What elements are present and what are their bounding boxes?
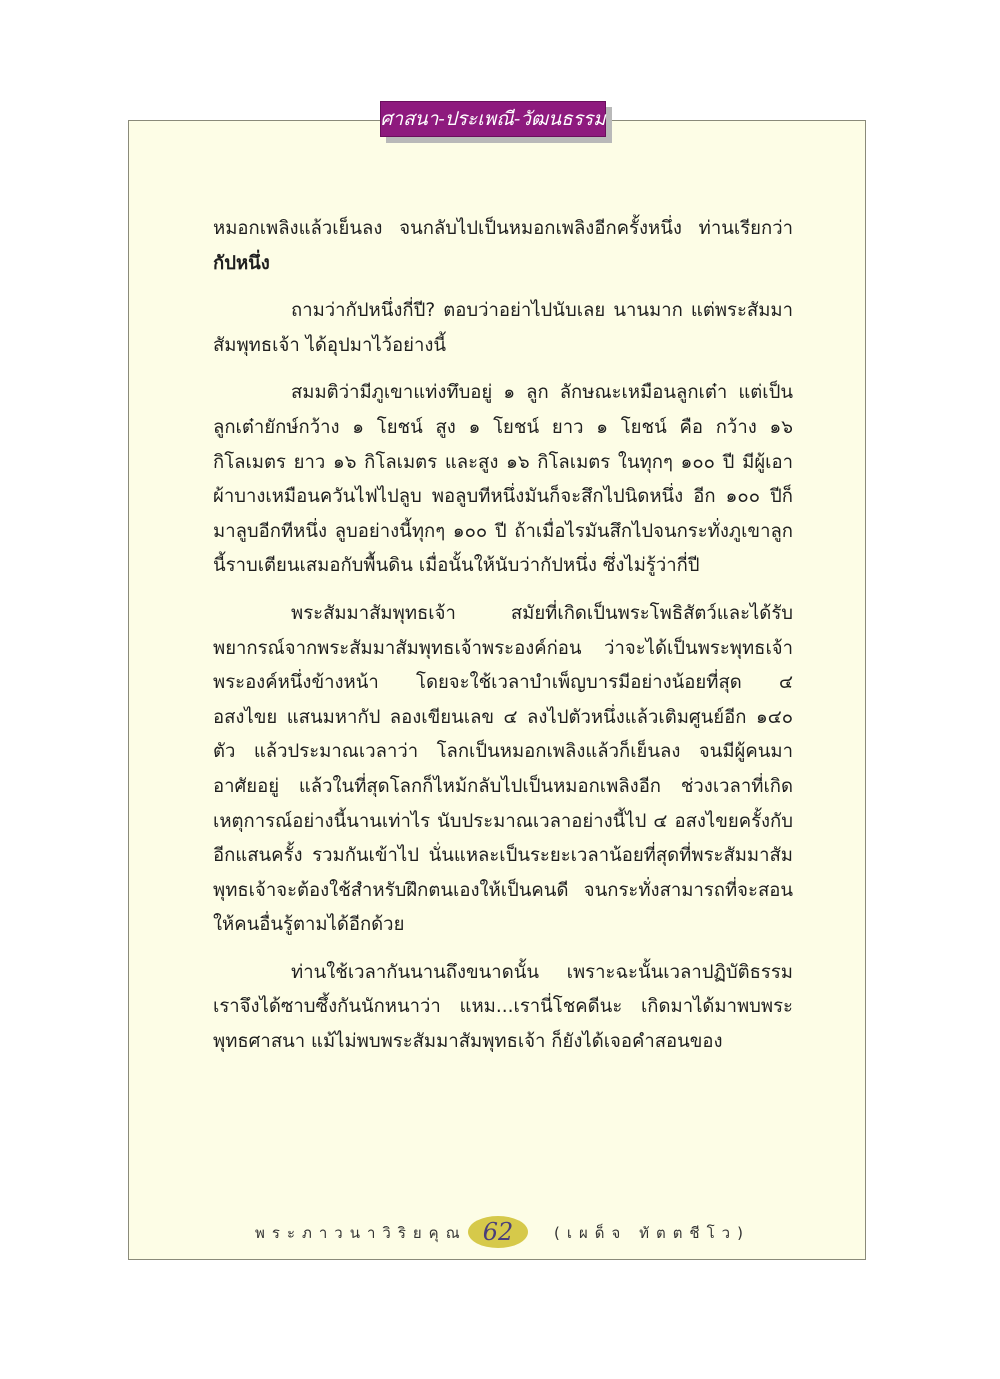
bold-term-kap: กัปหนึ่ง bbox=[213, 252, 270, 274]
footer-book-title: พระภาวนาวิริยคุณ bbox=[255, 1224, 467, 1242]
paragraph-1 bbox=[213, 212, 793, 281]
section-header-tab bbox=[380, 101, 606, 137]
paragraph-3: สมมติว่ามีภูเขาแท่งทึบอยู่ ๑ ลูก ลักษณะเหมือนลูกเต๋า แต่เป็นลูกเต๋ายักษ์กว้าง ๑ โยชน์ สูง ๑ โยชน์ ยาว ๑ โยชน์ คือ กว้าง ๑๖ กิโลเมตร ยาว ๑๖ กิโลเมตร และสูง ๑๖ กิโลเมตร ในทุกๆ ๑๐๐ ปี มีผู้เอาผ้าบางเหมือนควันไฟไปลูบ พอลูบทีหนึ่งมันก็จะสึกไปนิดหนึ่ง อีก ๑๐๐ ปีก็มาลูบอีกทีหนึ่ง ลูบอย่างนี้ทุกๆ ๑๐๐ ปี ถ้าเมื่อไรมันสึกไปจนกระทั่งภูเขาลูกนี้ราบเตียนเสมอกับพื้นดิน เมื่อนั้นให้นับว่ากัปหนึ่ง ซึ่งไม่รู้ว่ากี่ปี bbox=[213, 382, 793, 577]
paragraph-5: ท่านใช้เวลากันนานถึงขนาดนั้น เพราะฉะนั้นเวลาปฏิบัติธรรม เราจึงได้ซาบซึ้งกันนักหนาว่า แหม...เรานี่โชคดีนะ เกิดมาได้มาพบพระพุทธศาสนา แม้ไม่พบพระสัมมาสัมพุทธเจ้า ก็ยังได้เจอคำสอนของ bbox=[213, 961, 793, 1053]
page-footer bbox=[128, 1212, 866, 1252]
page-number-badge bbox=[468, 1216, 528, 1248]
body-text bbox=[213, 212, 793, 1073]
paragraph-4: พระสัมมาสัมพุทธเจ้า สมัยที่เกิดเป็นพระโพธิสัตว์และได้รับพยากรณ์จากพระสัมมาสัมพุทธเจ้าพระองค์ก่อน ว่าจะได้เป็นพระพุทธเจ้าพระองค์หนึ่งข้างหน้า โดยจะใช้เวลาบำเพ็ญบารมีอย่างน้อยที่สุด ๔ อสงไขย แสนมหากัป ลองเขียนเลข ๔ ลงไปตัวหนึ่งแล้วเติมศูนย์อีก ๑๔๐ ตัว แล้วประมาณเวลาว่า โลกเป็นหมอกเพลิงแล้วก็เย็นลง จนมีผู้คนมาอาศัยอยู่ แล้วในที่สุดโลกก็ไหม้กลับไปเป็นหมอกเพลิงอีก ช่วงเวลาที่เกิดเหตุการณ์อย่างนี้นานเท่าไร นับประมาณเวลาอย่างนี้ไป ๔ อสงไขยครั้งกับอีกแสนครั้ง รวมกันเข้าไป นั่นแหละเป็นระยะเวลาน้อยที่สุดที่พระสัมมาสัมพุทธเจ้าจะต้องใช้สำหรับฝึกตนเองให้เป็นคนดี จนกระทั่งสามารถที่จะสอนให้คนอื่นรู้ตามได้อีกด้วย bbox=[213, 602, 793, 936]
paragraph-2: ถามว่ากัปหนึ่งกี่ปี? ตอบว่าอย่าไปนับเลย นานมาก แต่พระสัมมาสัมพุทธเจ้า ได้อุปมาไว้อย่างนี้ bbox=[213, 300, 793, 356]
paragraph-1-text: หมอกเพลิงแล้วเย็นลง จนกลับไปเป็นหมอกเพลิงอีกครั้งหนึ่ง ท่านเรียกว่า bbox=[213, 218, 793, 239]
section-header-title: ศาสนา-ประเพณี-วัฒนธรรม bbox=[380, 108, 606, 130]
page-number: 62 bbox=[482, 1218, 514, 1246]
footer-author: (เผด็จ ทัตตชีโว) bbox=[554, 1224, 750, 1242]
